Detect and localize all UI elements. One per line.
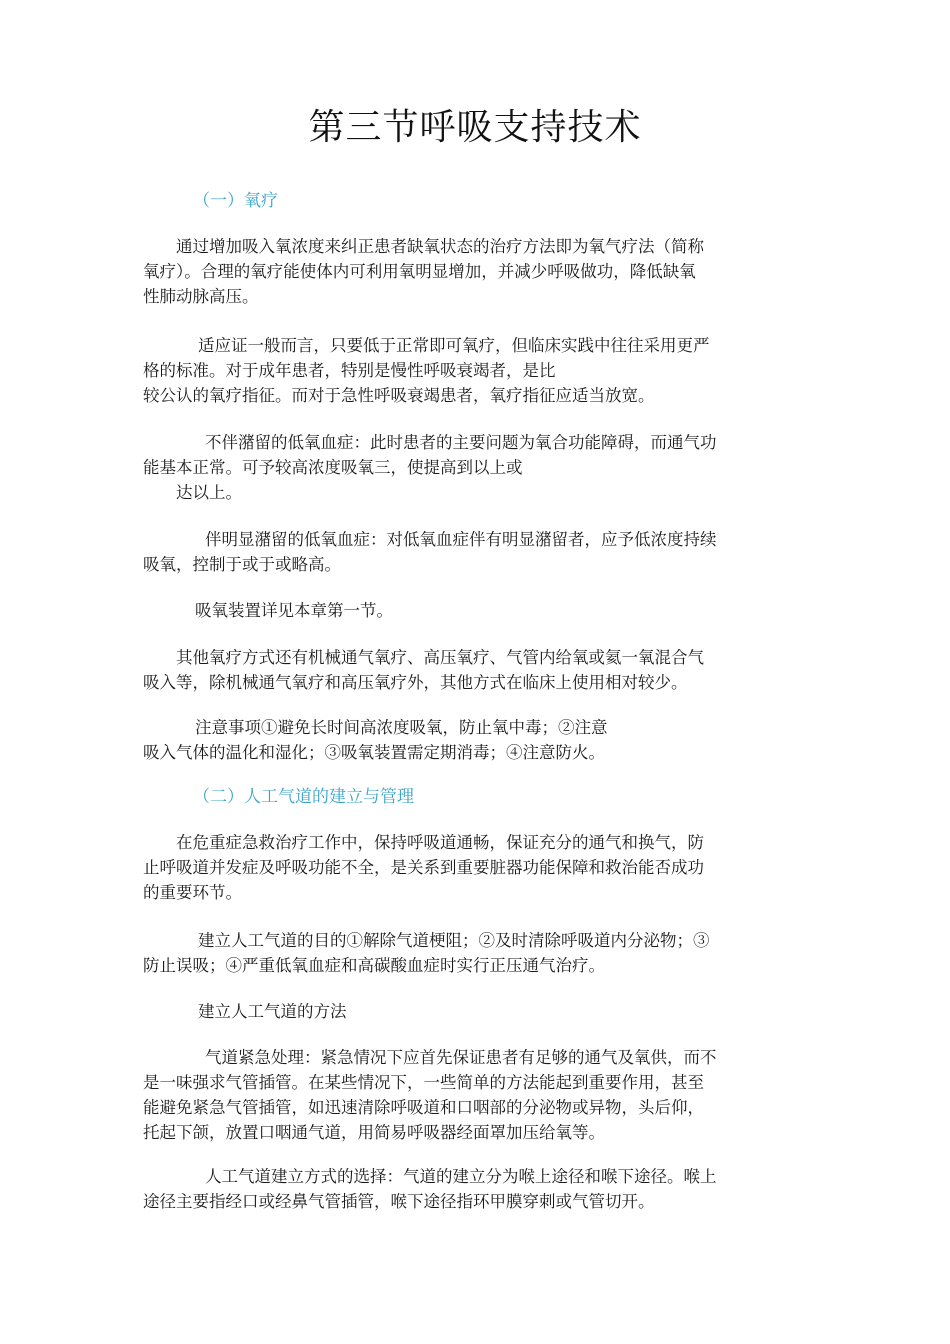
section-heading-oxygen-therapy: （一）氧疗 xyxy=(193,191,278,211)
text-line: 人工气道建立方式的选择：气道的建立分为喉上途径和喉下途径。喉上 xyxy=(205,1167,717,1186)
paragraph-airway-methods xyxy=(143,999,811,1024)
text-line: 适应证一般而言，只要低于正常即可氧疗，但临床实践中往往采用更严 xyxy=(198,336,710,355)
text-line: 吸入等，除机械通气氧疗和高压氧疗外，其他方式在临床上使用相对较少。 xyxy=(143,673,688,692)
paragraph-airway-route-selection xyxy=(143,1164,811,1214)
text-line: 能避免紧急气管插管，如迅速清除呼吸道和口咽部的分泌物或异物，头后仰， xyxy=(143,1098,704,1117)
text-line: 的重要环节。 xyxy=(143,883,242,902)
text-line: 格的标准。对于成年患者，特别是慢性呼吸衰竭者，是比 xyxy=(143,361,556,380)
section-heading-artificial-airway: （二）人工气道的建立与管理 xyxy=(193,787,414,807)
text-line: 建立人工气道的方法 xyxy=(198,1002,347,1021)
paragraph-indications xyxy=(143,333,811,408)
text-line: 气道紧急处理：紧急情况下应首先保证患者有足够的通气及氧供，而不 xyxy=(205,1048,717,1067)
text-line: 途径主要指经口或经鼻气管插管，喉下途径指环甲膜穿刺或气管切开。 xyxy=(143,1192,655,1211)
text-line: 注意事项①避免长时间高浓度吸氧，防止氧中毒；②注意 xyxy=(195,718,608,737)
text-line: 是一味强求气管插管。在某些情况下，一些简单的方法能起到重要作用，甚至 xyxy=(143,1073,704,1092)
paragraph-oxygen-device xyxy=(143,598,811,623)
text-line: 伴明显潴留的低氧血症：对低氧血症伴有明显潴留者，应予低浓度持续 xyxy=(205,530,717,549)
paragraph-airway-importance xyxy=(143,830,811,905)
text-line: 能基本正常。可予较高浓度吸氧三，使提高到以上或 xyxy=(143,458,523,477)
page-title: 第三节呼吸支持技术 xyxy=(308,107,642,148)
paragraph-hypoxemia-with-retention xyxy=(143,527,811,577)
paragraph-hypoxemia-without-retention xyxy=(143,430,811,505)
paragraph-other-methods xyxy=(143,645,811,695)
text-line: 在危重症急救治疗工作中，保持呼吸道通畅，保证充分的通气和换气，防 xyxy=(176,833,704,852)
text-line: 通过增加吸入氧浓度来纠正患者缺氧状态的治疗方法即为氧气疗法（简称 xyxy=(176,237,704,256)
text-line: 吸入气体的温化和湿化；③吸氧装置需定期消毒；④注意防火。 xyxy=(143,743,605,762)
text-line: 止呼吸道并发症及呼吸功能不全，是关系到重要脏器功能保障和救治能否成功 xyxy=(143,858,704,877)
text-line: 吸氧，控制于或于或略高。 xyxy=(143,555,341,574)
paragraph-precautions xyxy=(143,715,811,765)
paragraph-airway-purpose xyxy=(143,928,811,978)
paragraph-oxygen-therapy-definition xyxy=(143,234,811,309)
text-line: 达以上。 xyxy=(176,483,242,502)
text-line: 性肺动脉高压。 xyxy=(143,287,259,306)
text-line: 较公认的氧疗指征。而对于急性呼吸衰竭患者，氧疗指征应适当放宽。 xyxy=(143,386,655,405)
text-line: 托起下颌，放置口咽通气道，用简易呼吸器经面罩加压给氧等。 xyxy=(143,1123,605,1142)
paragraph-emergency-airway xyxy=(143,1045,811,1145)
text-line: 氧疗）。合理的氧疗能使体内可利用氧明显增加，并减少呼吸做功，降低缺氧 xyxy=(143,262,696,281)
text-line: 其他氧疗方式还有机械通气氧疗、高压氧疗、气管内给氧或氦一氧混合气 xyxy=(176,648,704,667)
text-line: 防止误吸；④严重低氧血症和高碳酸血症时实行正压通气治疗。 xyxy=(143,956,605,975)
text-line: 吸氧装置详见本章第一节。 xyxy=(195,601,393,620)
text-line: 不伴潴留的低氧血症：此时患者的主要问题为氧合功能障碍，而通气功 xyxy=(205,433,717,452)
text-line: 建立人工气道的目的①解除气道梗阻；②及时清除呼吸道内分泌物；③ xyxy=(198,931,710,950)
